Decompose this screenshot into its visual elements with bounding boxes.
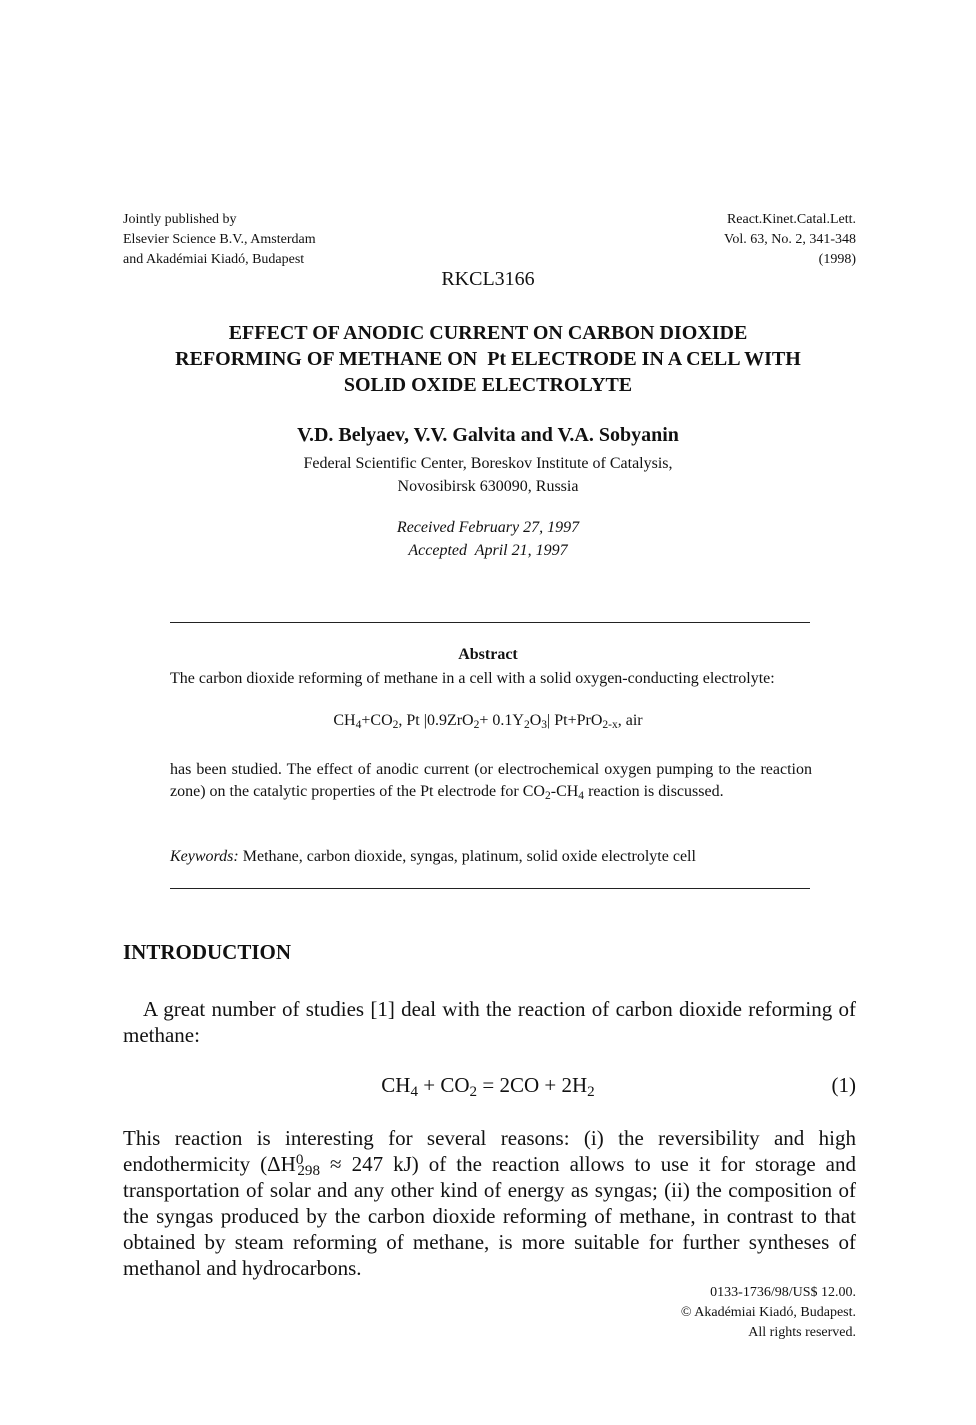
- intro-paragraph-2: This reaction is interesting for several reasons: (i) the reversibility and high endothermicity ($\Delta H^0_{298} \approx 247$ kJ) of the reaction allows to use it for storage and transportation of solar and any other kind of energy as syngas; (ii) the composition of the syngas produced by the carbon dioxide reforming of methane, in contrast to that obtained by steam reforming of methane, is more suitable for further syntheses of methanol and hydrocarbons.: [123, 1126, 856, 1280]
- journal-line: React.Kinet.Catal.Lett.: [726, 212, 856, 227]
- abstract-bottom-rule: [170, 888, 810, 889]
- keywords: [170, 848, 812, 866]
- intro-paragraph-1: A great number of studies [1] deal with the reaction of carbon dioxide reforming of methane:: [123, 997, 856, 1047]
- paper-code: RKCL3166: [441, 268, 535, 290]
- abstract-body: has been studied. The effect of anodic current (or electrochemical oxygen pumping to the reaction zone) on the catalytic properties of the Pt electrode for $CO_2-CH_4$ reaction is discussed.: [170, 761, 812, 802]
- accepted-date: Accepted April 21, 1997: [408, 542, 568, 559]
- received-date: Received February 27, 1997: [396, 519, 580, 536]
- publisher-line: Elsevier Science B.V., Amsterdam: [123, 232, 316, 247]
- abstract-top-rule: [170, 622, 810, 623]
- copyright-footer: [560, 1283, 856, 1343]
- title-line: EFFECT OF ANODIC CURRENT ON CARBON DIOXIDE: [228, 322, 748, 344]
- publisher-info: [123, 210, 443, 270]
- title-line: SOLID OXIDE ELECTROLYTE: [343, 374, 633, 396]
- publisher-line: and Akadémiai Kiadó, Budapest: [123, 252, 305, 267]
- equation-1-number: (1): [831, 1073, 856, 1097]
- footer-line: © Akadémiai Kiadó, Budapest.: [680, 1305, 856, 1320]
- keywords-list: Methane, carbon dioxide, syngas, platinum, solid oxide electrolyte cell: [238, 848, 696, 865]
- introduction-heading: INTRODUCTION: [123, 940, 292, 964]
- publisher-line: Jointly published by: [123, 212, 237, 227]
- footer-line: All rights reserved.: [748, 1325, 856, 1340]
- affiliation-line: Novosibirsk 630090, Russia: [397, 478, 579, 495]
- dates: [100, 516, 876, 562]
- equation-1-formula: $CH_4 + CO_2 = 2CO + 2H_2$: [381, 1073, 595, 1100]
- journal-line: (1998): [818, 252, 856, 267]
- affiliation-line: Federal Scientific Center, Boreskov Institute of Catalysis,: [303, 455, 673, 472]
- journal-line: Vol. 63, No. 2, 341-348: [724, 232, 856, 247]
- keywords-label: Keywords:: [170, 848, 239, 865]
- title-line: REFORMING OF METHANE ON Pt ELECTRODE IN A CELL WITH: [175, 348, 801, 370]
- abstract-heading: Abstract: [458, 646, 518, 663]
- cell-equation: $CH_4+CO_2$, Pt $|0.9ZrO_2+ 0.1Y_2O_3|$ Pt+PrO$_{2-x}$, air: [333, 712, 643, 731]
- affiliation: [100, 452, 876, 498]
- paper-title: [100, 320, 876, 398]
- abstract-intro: The carbon dioxide reforming of methane in a cell with a solid oxygen-conducting electrolyte:: [170, 670, 775, 687]
- journal-citation: [600, 210, 856, 270]
- authors: V.D. Belyaev, V.V. Galvita and V.A. Sobyanin: [297, 424, 679, 446]
- footer-line: 0133-1736/98/US$ 12.00.: [710, 1285, 856, 1300]
